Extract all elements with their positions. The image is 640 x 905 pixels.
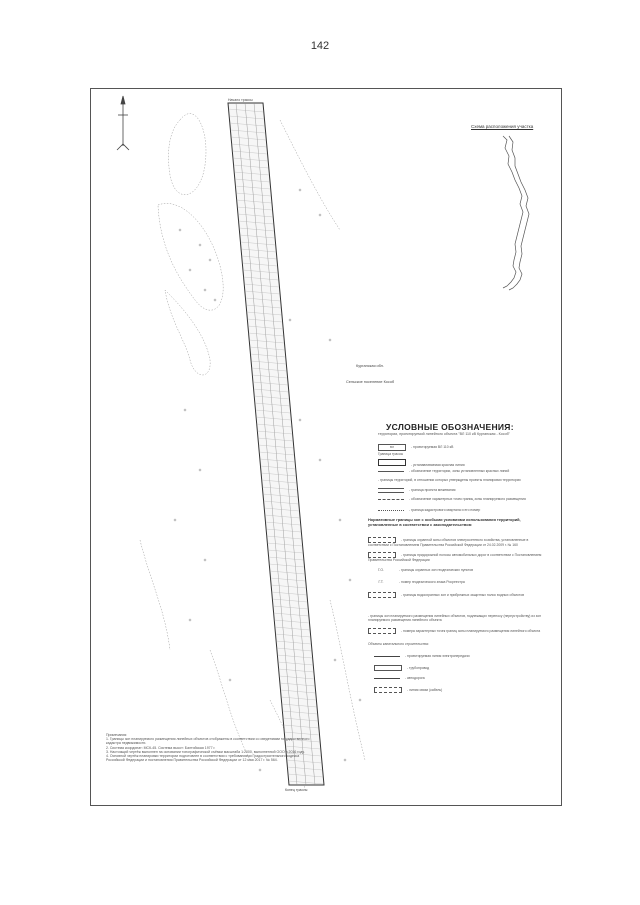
legend-subtitle: территории, проектируемой линейного объекта "ВЛ 110 кВ Курганская - Кособ" xyxy=(378,432,510,436)
legend-sample xyxy=(368,628,396,634)
scheme-title: Схема расположения участка xyxy=(471,124,534,129)
legend-text: - проектируемая ВЛ 110 кВ xyxy=(410,445,454,449)
legend-text: - проектируемая линия электропередачи xyxy=(404,654,470,658)
legend-sample xyxy=(378,510,404,511)
legend-text: - границы территорий, в отношении которых утверждены проекты планировки территории xyxy=(378,478,521,482)
legend-item xyxy=(378,508,548,512)
legend-item xyxy=(378,478,528,482)
legend-sample xyxy=(374,665,402,671)
legend-item xyxy=(368,568,543,572)
legend-sample xyxy=(374,687,402,693)
legend-sample xyxy=(374,656,400,657)
legend-sample xyxy=(378,471,404,472)
legend-sample xyxy=(374,678,400,679)
legend-sample xyxy=(378,488,404,493)
legend-item xyxy=(368,537,543,547)
legend-sample xyxy=(378,459,406,466)
legend-item xyxy=(368,552,543,562)
legend-item xyxy=(374,654,470,658)
legend-text: - граница проекта межевания xyxy=(408,488,456,493)
legend-text: - обозначение территории, зоны установленных красных линий xyxy=(408,469,510,473)
legend-sample: Г.О. xyxy=(378,568,384,572)
legend-sample xyxy=(378,499,404,500)
north-arrow-icon xyxy=(117,96,129,150)
legend-text: - границы зон планируемого размещения линейных объектов, подлежащих переносу (переустройству) из зон планируемого размещения линейного объекта xyxy=(368,614,542,622)
legend-item xyxy=(368,580,543,584)
legend xyxy=(368,422,548,692)
map-label-region: Курганская обл. xyxy=(356,364,384,368)
notes-line: 4. Основной чертёж планировки территории подготовлен в соответствии с требованиями Градостроительного кодекса Российской Федерации и постановления Правительства Российской Федерации от 12 мая 2017 г. № 564. xyxy=(106,754,300,763)
legend-text: - устанавливаемая красная линия xyxy=(410,463,465,467)
legend-item xyxy=(374,676,425,680)
notes xyxy=(106,733,316,762)
notes-line: 3. Настоящий чертёж выполнен на основании топографической съёмки масштаба 1:2000, выполненной ООО в 2016 году. xyxy=(106,749,305,754)
legend-text: - границы водоохранных зон и прибрежных защитных полос водных объектов xyxy=(400,592,525,597)
legend-text: - номера характерных точек границ зоны планируемого размещения линейного объекта xyxy=(400,628,541,633)
legend-title: УСЛОВНЫЕ ОБОЗНАЧЕНИЯ: xyxy=(386,422,514,432)
page-number: 142 xyxy=(310,40,330,52)
legend-item xyxy=(368,592,543,598)
legend-text: - границы охранных зон геодезических пунктов xyxy=(398,568,474,572)
legend-text: - линия связи (кабель) xyxy=(406,687,443,692)
map-label-settlement: Сельское поселение Кособ xyxy=(346,380,395,384)
location-scheme xyxy=(503,136,529,290)
legend-sample xyxy=(368,592,396,598)
legend-item xyxy=(378,469,548,473)
legend-text: Объекты капитального строительства: xyxy=(368,642,429,646)
legend-item xyxy=(368,628,543,634)
legend-text: - обозначение характерных точек границ зоны планируемого размещения xyxy=(408,497,526,501)
notes-line: 1. Границы зон планируемого размещения линейных объектов отображены в соответствии со сведениями государственного кадастра недвижимости. xyxy=(106,737,310,746)
legend-item xyxy=(368,614,543,622)
corridor-start-label: Начало трассы xyxy=(228,98,253,102)
legend-text: - номер геодезического знака Росреестра xyxy=(398,580,465,584)
legend-sample: Граница трассы xyxy=(378,452,404,456)
legend-text: - автодорога xyxy=(404,676,425,680)
legend-item xyxy=(378,452,403,456)
legend-item xyxy=(378,444,453,451)
legend-text: - границы охранной зоны объектов электросетевого хозяйства, установленные в соответствии с Постановлением Правительства Российской Федерации от 24.02.2009 г. № 160 xyxy=(368,537,529,547)
line-corridor xyxy=(228,103,324,785)
legend-text: - границы придорожной полосы автомобильных дорог в соответствии с Постановлением Правительства Российской Федерации xyxy=(368,552,542,562)
corridor-end-label: Конец трассы xyxy=(285,788,308,792)
legend-sample: ВЛ xyxy=(378,444,406,451)
legend-item xyxy=(368,642,543,646)
legend-item xyxy=(374,687,442,693)
legend-sample: Г.Т. xyxy=(378,580,384,584)
legend-text: - граница кадастрового квартала и его номер xyxy=(408,508,481,512)
notes-line: 2. Система координат: МСК-45. Система высот: Балтийская 1977 г. xyxy=(106,745,216,750)
legend-item xyxy=(378,497,548,501)
legend-section-2-title: Нормативные границы зон с особыми условиями использования территорий, установленные в соответствии с законодательством xyxy=(368,517,521,527)
legend-item xyxy=(378,459,465,467)
notes-title: Примечания: xyxy=(106,733,128,737)
legend-text: - трубопровод xyxy=(406,665,430,670)
legend-item xyxy=(374,665,429,671)
legend-item xyxy=(378,488,456,493)
